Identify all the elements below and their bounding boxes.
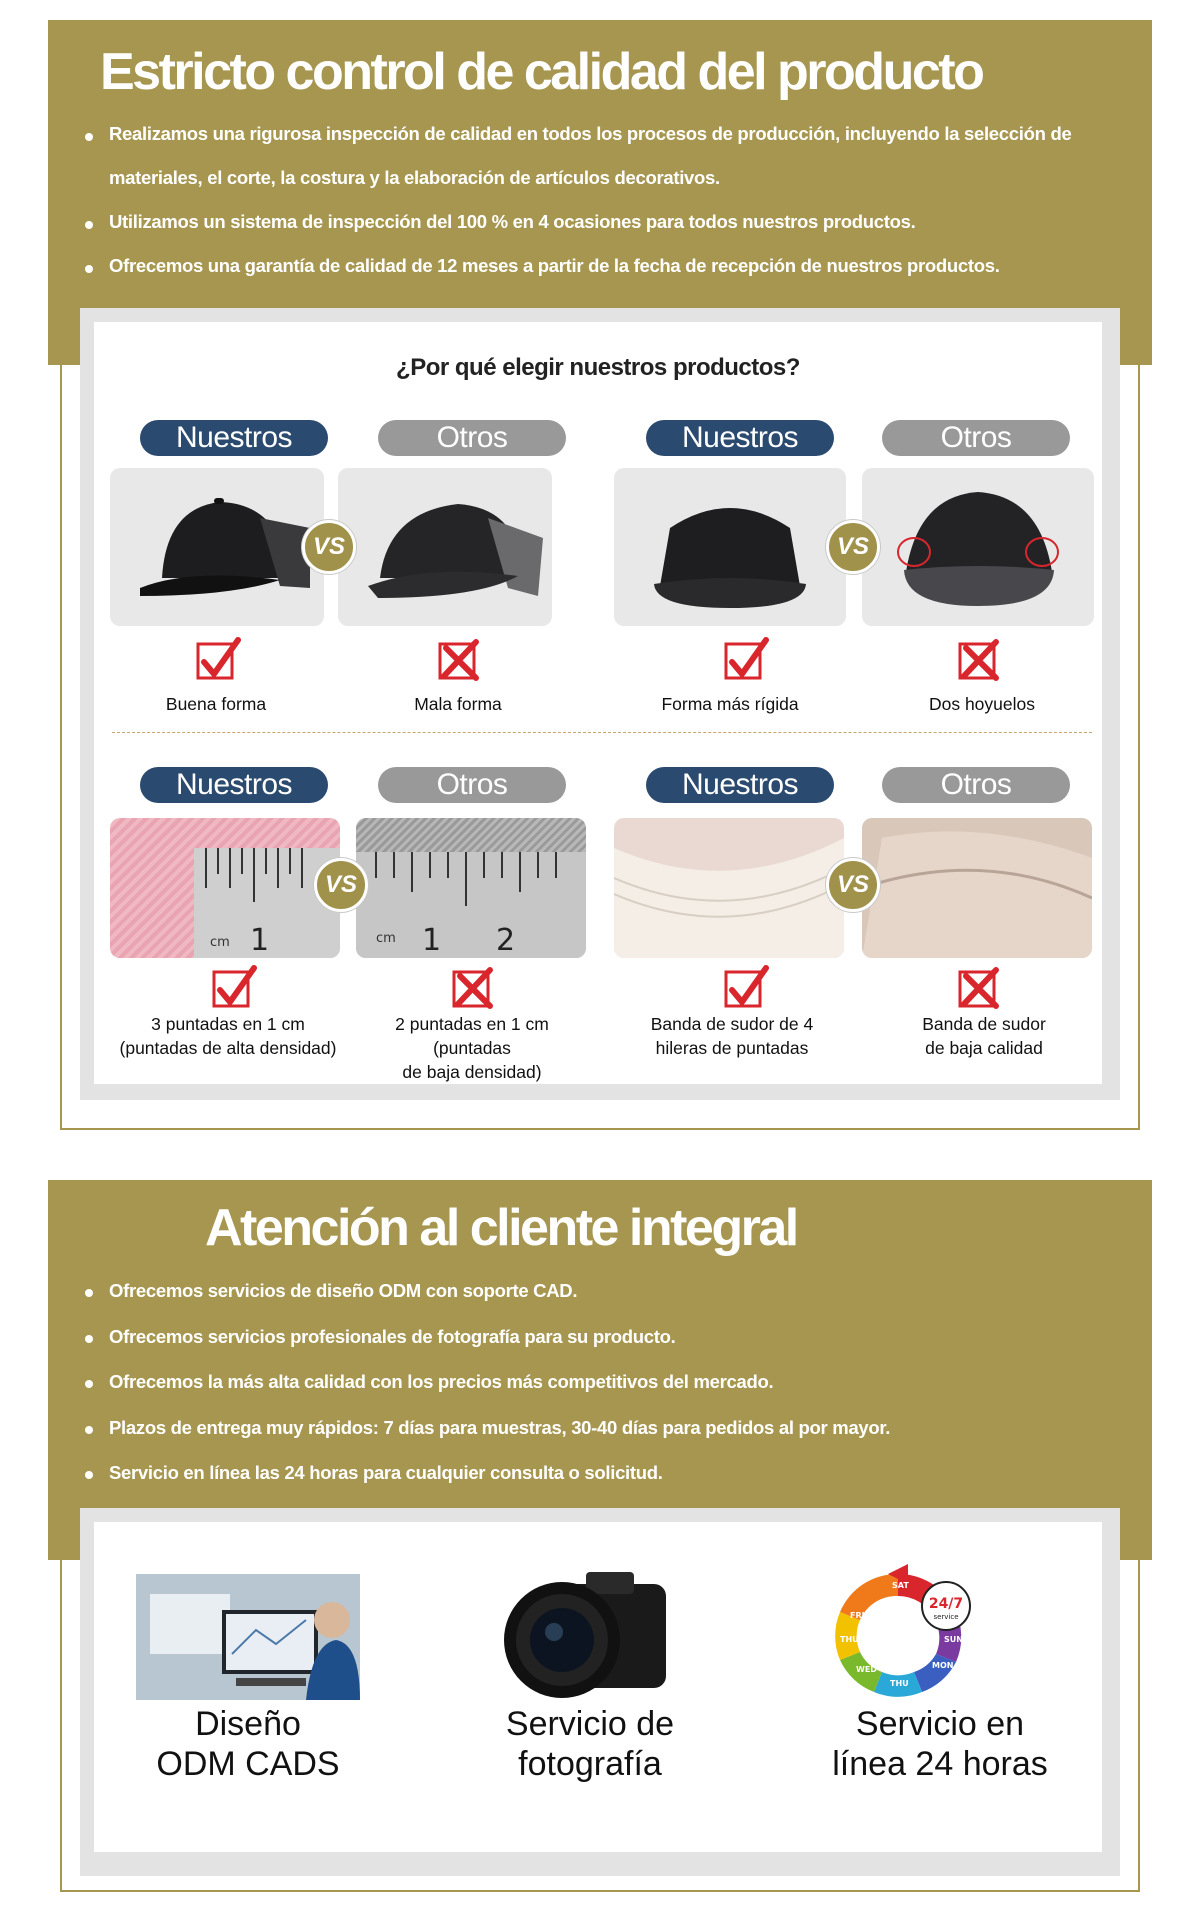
check-icon: [210, 964, 258, 1012]
comparison-caption: Dos hoyuelos: [928, 694, 1036, 714]
ruler-unit: cm: [210, 935, 230, 950]
vs-badge: VS: [302, 520, 356, 574]
ruler-digit: 1: [250, 923, 270, 958]
ours-pill: Nuestros: [140, 420, 328, 456]
check-icon: [722, 964, 770, 1012]
service-bullet: Servicio en línea las 24 horas para cualquier consulta o solicitud.: [85, 1450, 1115, 1496]
quality-title: Estricto control de calidad del producto: [100, 43, 983, 101]
comparison-caption: Buena forma: [165, 694, 267, 714]
ours-pill: Nuestros: [646, 420, 834, 456]
cross-icon: [956, 964, 1004, 1012]
service-item-title: Servicio de fotografía: [505, 1705, 675, 1783]
day-label: THU: [840, 1635, 859, 1644]
check-icon: [722, 636, 770, 684]
comparison-panel-inner: [94, 322, 1102, 1084]
cap-front-others-image: [862, 468, 1094, 626]
clock-sub: service: [933, 1613, 959, 1621]
divider: [112, 732, 1092, 733]
vs-badge: VS: [826, 858, 880, 912]
service-bullet: Plazos de entrega muy rápidos: 7 días para muestras, 30-40 días para pedidos al por mayor.: [85, 1405, 1115, 1451]
service-bullet: Ofrecemos servicios de diseño ODM con soporte CAD.: [85, 1268, 1115, 1314]
day-label: SUN: [944, 1635, 963, 1644]
ruler-digit: 1: [422, 923, 442, 958]
24-7-service-icon: [818, 1562, 978, 1712]
cross-icon: [956, 636, 1004, 684]
clock-label: 24/7: [928, 1596, 964, 1612]
cross-icon: [450, 964, 498, 1012]
service-item-title: Servicio en línea 24 horas: [832, 1705, 1048, 1783]
check-icon: [194, 636, 242, 684]
cap-side-ours-image: [110, 468, 324, 626]
service-title: Atención al cliente integral: [205, 1199, 797, 1257]
comparison-caption: Banda de sudor de 4 hileras de puntadas: [650, 1014, 814, 1058]
quality-bullet: Utilizamos un sistema de inspección del 100 % en 4 ocasiones para todos nuestros productos.: [85, 200, 1115, 244]
cap-side-others-image: [338, 468, 552, 626]
comparison-caption: Mala forma: [414, 694, 502, 714]
others-pill: Otros: [378, 767, 566, 803]
comparison-caption: Forma más rígida: [661, 694, 799, 714]
day-label: MON: [932, 1661, 954, 1670]
day-label: FRI: [850, 1611, 865, 1620]
cross-icon: [436, 636, 484, 684]
ruler-unit: cm: [376, 931, 396, 946]
others-pill: Otros: [882, 767, 1070, 803]
comparison-caption: 3 puntadas en 1 cm (puntadas de alta densidad): [119, 1014, 337, 1058]
day-label: SAT: [892, 1581, 909, 1590]
quality-bullet: Ofrecemos una garantía de calidad de 12 meses a partir de la fecha de recepción de nuestros productos.: [85, 244, 1115, 288]
service-bullet: Ofrecemos servicios profesionales de fotografía para su producto.: [85, 1314, 1115, 1360]
service-panel-inner: [94, 1522, 1102, 1852]
sweatband-ours-image: [614, 818, 844, 958]
camera-image: [502, 1566, 674, 1704]
day-label: THU: [890, 1679, 909, 1688]
sweatband-others-image: [862, 818, 1092, 958]
why-title: ¿Por qué elegir nuestros productos?: [396, 354, 800, 381]
vs-badge: VS: [826, 520, 880, 574]
cad-design-image: [136, 1574, 360, 1700]
quality-bullet: Realizamos una rigurosa inspección de calidad en todos los procesos de producción, incluyendo la selección de materiales, el corte, la costura y la elaboración de artículos decorativos.: [85, 112, 1115, 200]
vs-badge: VS: [314, 858, 368, 912]
others-pill: Otros: [882, 420, 1070, 456]
ruler-digit: 2: [496, 923, 516, 958]
ours-pill: Nuestros: [646, 767, 834, 803]
service-bullets: [85, 1268, 1115, 1496]
ours-pill: Nuestros: [140, 767, 328, 803]
day-label: WED: [856, 1665, 877, 1674]
comparison-caption: Banda de sudor de baja calidad: [922, 1014, 1046, 1058]
service-item-title: Diseño ODM CADS: [156, 1705, 340, 1783]
others-pill: Otros: [378, 420, 566, 456]
cap-front-ours-image: [614, 468, 846, 626]
comparison-caption: 2 puntadas en 1 cm (puntadas de baja densidad): [395, 1014, 549, 1082]
stitch-sparse-image: [356, 818, 586, 958]
quality-bullets: [85, 112, 1115, 288]
service-bullet: Ofrecemos la más alta calidad con los precios más competitivos del mercado.: [85, 1359, 1115, 1405]
stitch-dense-image: [110, 818, 340, 958]
